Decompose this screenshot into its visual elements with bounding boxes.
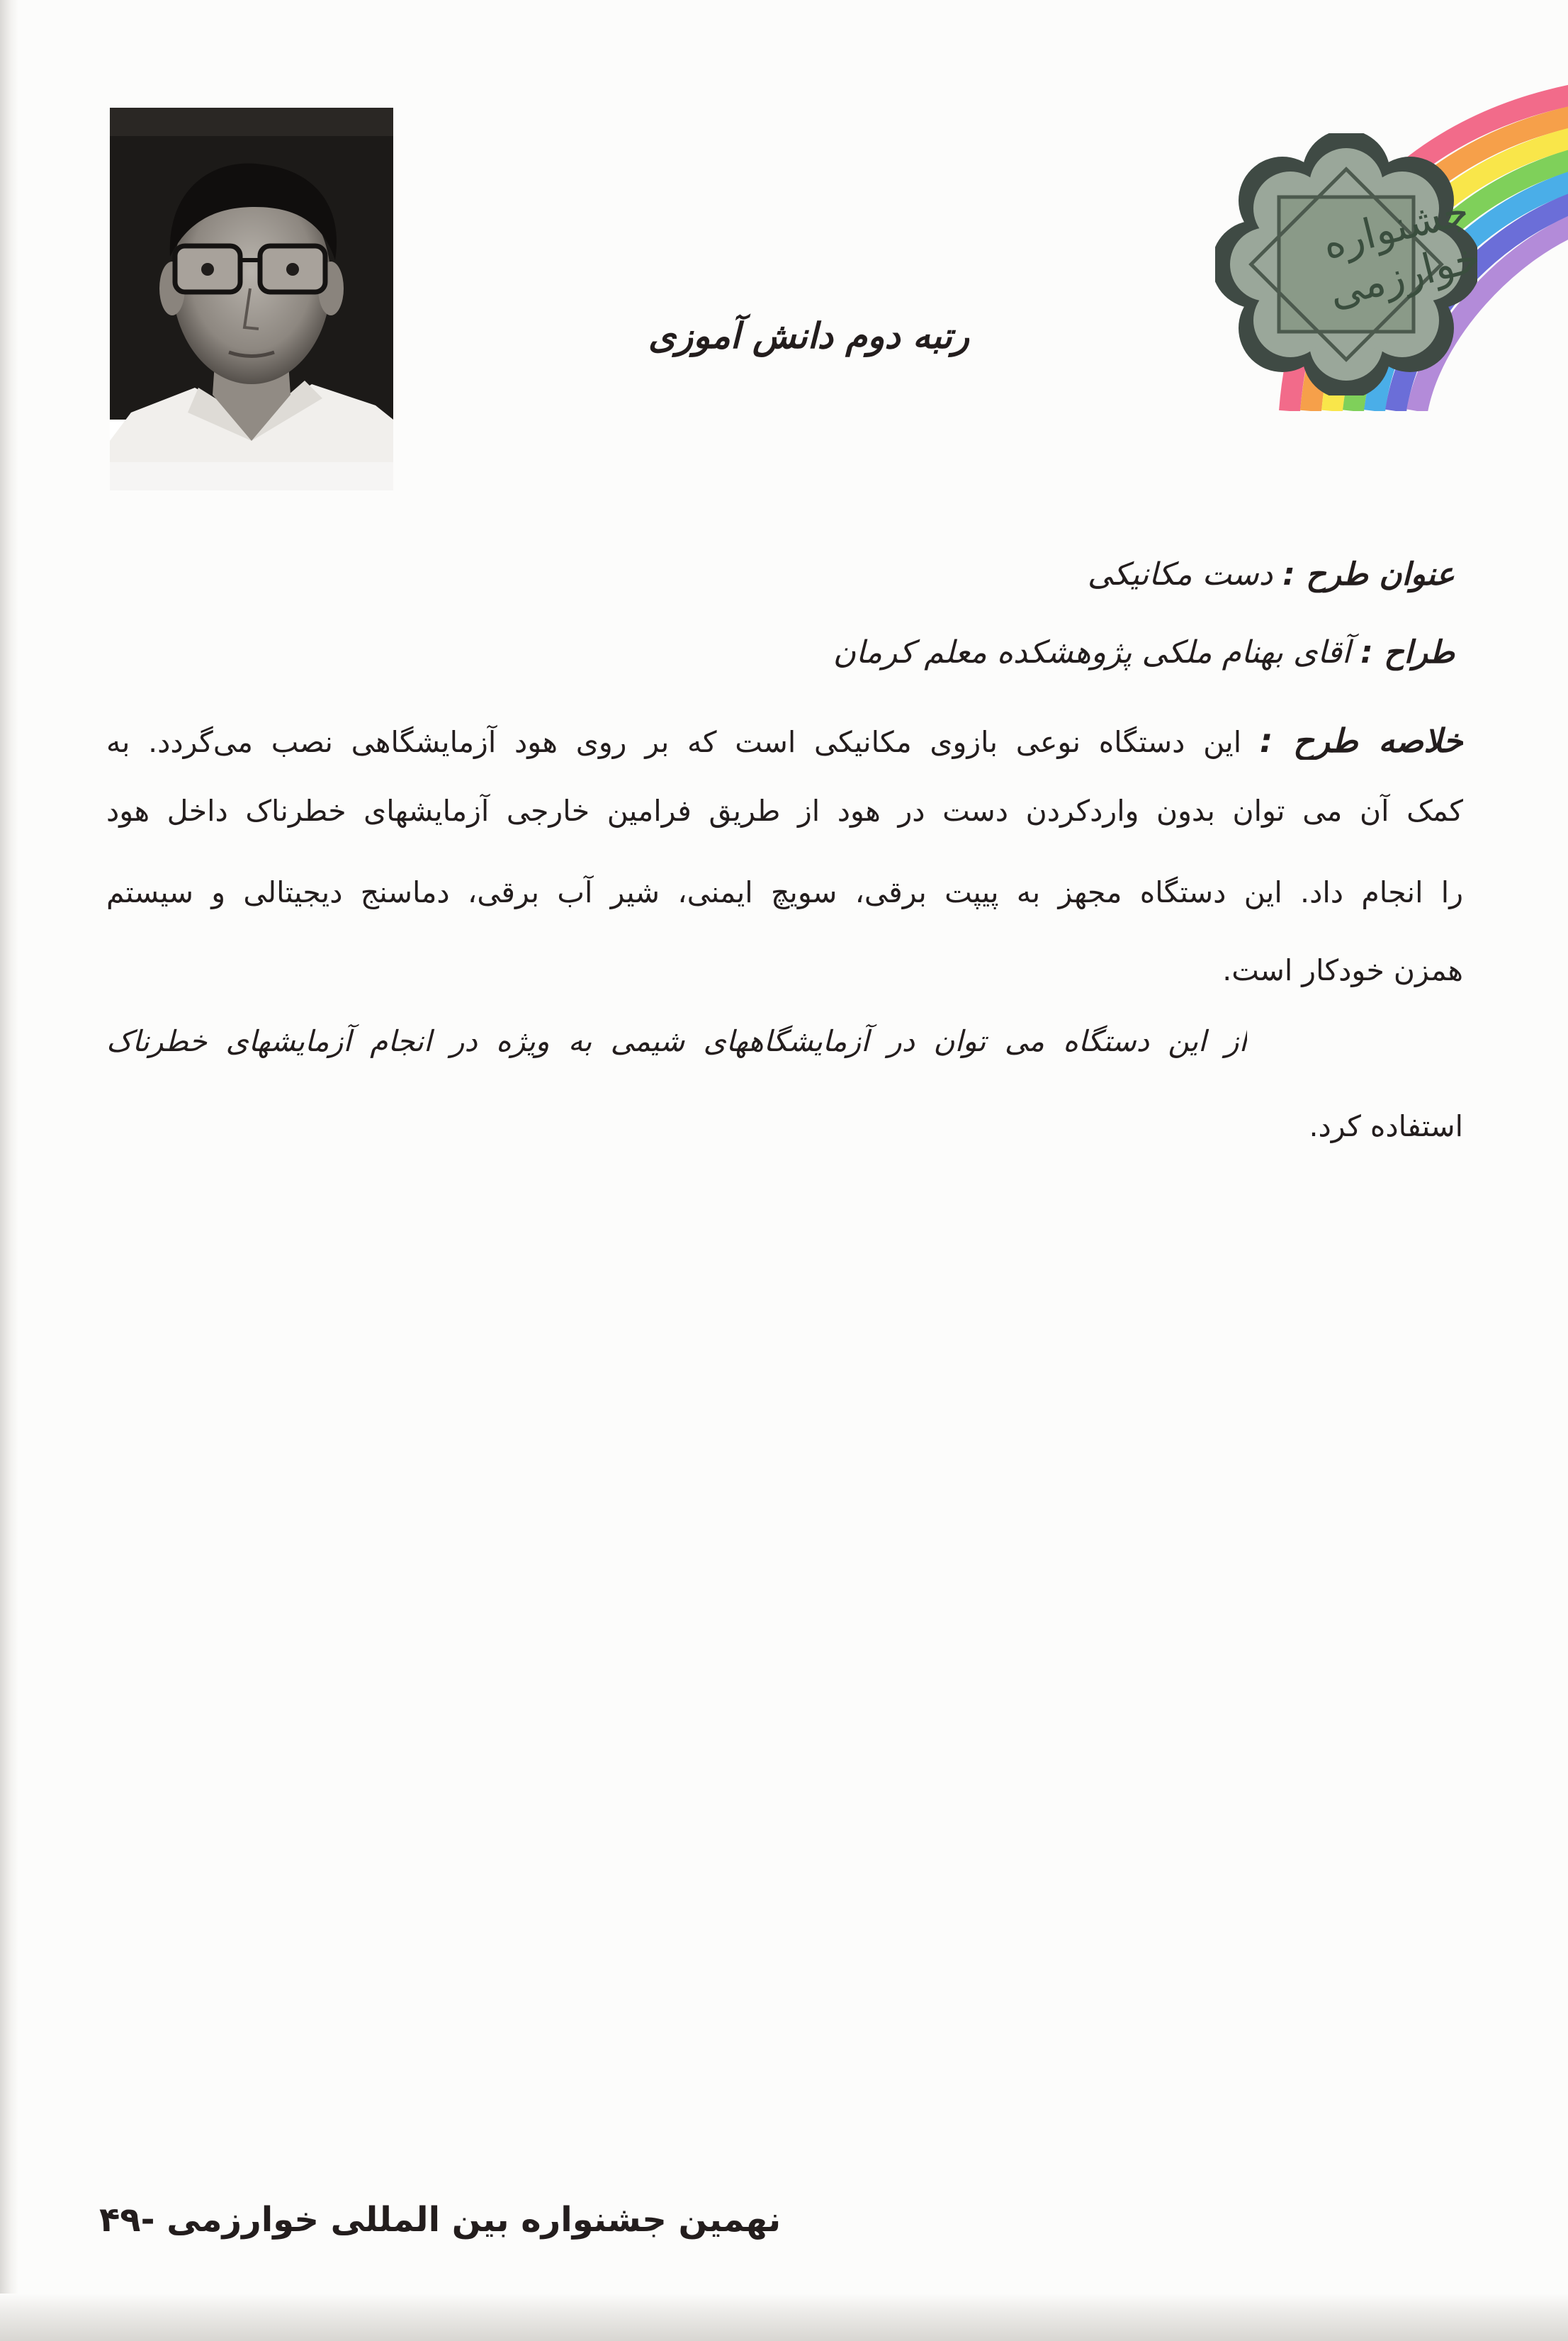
application-line-2: استفاده کرد. — [1309, 1109, 1463, 1143]
project-title-row — [1088, 556, 1455, 593]
designer-value: آقای بهنام ملکی پژوهشکده معلم کرمان — [833, 634, 1351, 670]
page-footer: نهمین جشنواره بین المللی خوارزمی -۴۹ — [99, 2200, 782, 2240]
summary-line-4: همزن خودکار است. — [1222, 953, 1463, 987]
application-line-1: از این دستگاه می توان در آزمایشگاههای شیمی به ویژه در انجام آزمایشهای خطرناک — [106, 1024, 1247, 1058]
project-title-value: دست مکانیکی — [1087, 556, 1273, 593]
summary-line-2: کمک آن می توان بدون واردکردن دست در هود از طریق فرامین خارجی آزمایشهای خطرناک داخل هود — [106, 794, 1463, 828]
summary-line-1 — [106, 722, 1463, 760]
summary-label: خلاصه طرح : — [1259, 722, 1463, 760]
logo-calligraphy: جشنواره خوارزمی — [1317, 186, 1485, 317]
summary-text-1: این دستگاه نوعی بازوی مکانیکی است که بر روی هود آزمایشگاهی نصب می‌گردد. به — [106, 725, 1242, 759]
summary-line-3: را انجام داد. این دستگاه مجهز به پیپت برقی، سویچ ایمنی، شیر آب برقی، دماسنج دیجیتالی و سیستم — [106, 875, 1463, 909]
rank-title: رتبه دوم دانش آموزی — [648, 315, 969, 357]
page-edge-bottom — [0, 2294, 1568, 2341]
project-title-label: عنوان طرح : — [1282, 556, 1455, 593]
page-edge-left — [0, 0, 18, 2341]
designer-row — [833, 634, 1455, 670]
festival-logo — [1215, 133, 1485, 395]
designer-label: طراح : — [1360, 634, 1455, 670]
portrait-photo — [110, 108, 393, 490]
